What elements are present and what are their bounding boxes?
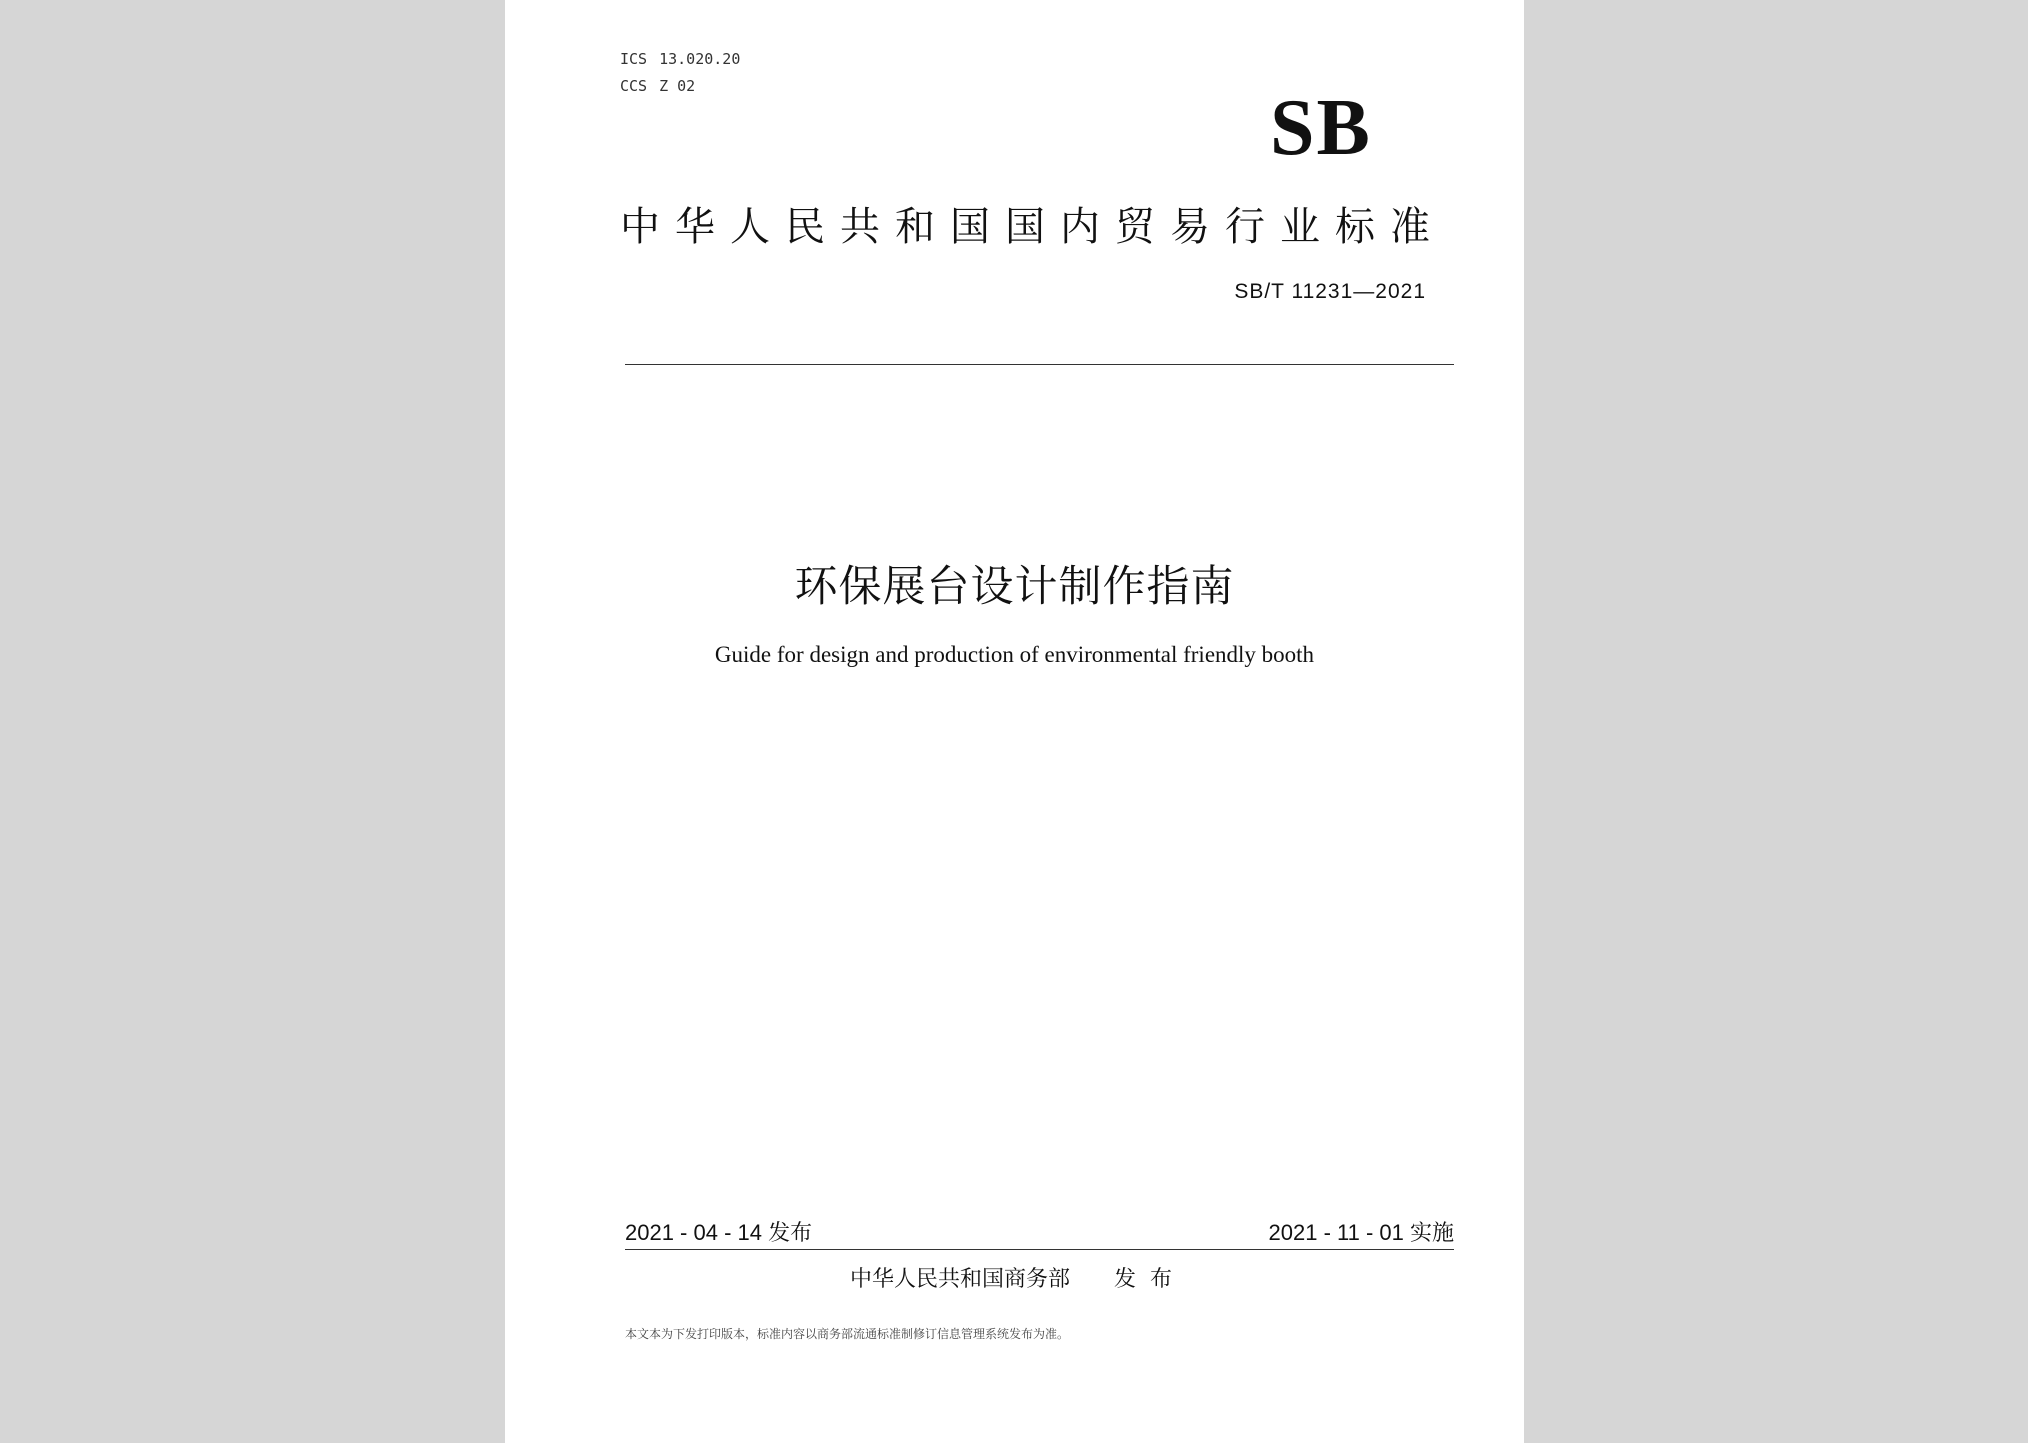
publisher-name: 中华人民共和国商务部 (850, 1267, 1071, 1292)
title-chinese: 环保展台设计制作指南 (794, 562, 1235, 612)
footnote: 本文本为下发打印版本，标准内容以商务部流通标准制修订信息管理系统发布为准。 (625, 1327, 1070, 1341)
ccs-label: CCS (620, 77, 648, 95)
ccs-code: Z 02 (659, 77, 696, 95)
org-title: 中华人民共和国国内贸易行业标准 (620, 204, 1445, 250)
ccs-classification (620, 77, 695, 95)
implementation-date: 2021 - 11 - 01 实施 (1268, 1220, 1454, 1245)
ics-classification (620, 50, 740, 68)
document-page (505, 0, 1524, 1443)
ics-code: 13.020.20 (659, 50, 741, 68)
sb-logo: SB (1270, 84, 1372, 172)
publisher (850, 1262, 1186, 1293)
title-english: Guide for design and production of environmental friendly booth (714, 642, 1315, 667)
top-divider (625, 364, 1454, 365)
issue-date: 2021 - 04 - 14 发布 (625, 1220, 813, 1245)
publisher-action: 发布 (1114, 1267, 1187, 1292)
ics-label: ICS (620, 50, 648, 68)
standard-number: SB/T 11231—2021 (1234, 280, 1426, 303)
bottom-divider (625, 1249, 1454, 1250)
